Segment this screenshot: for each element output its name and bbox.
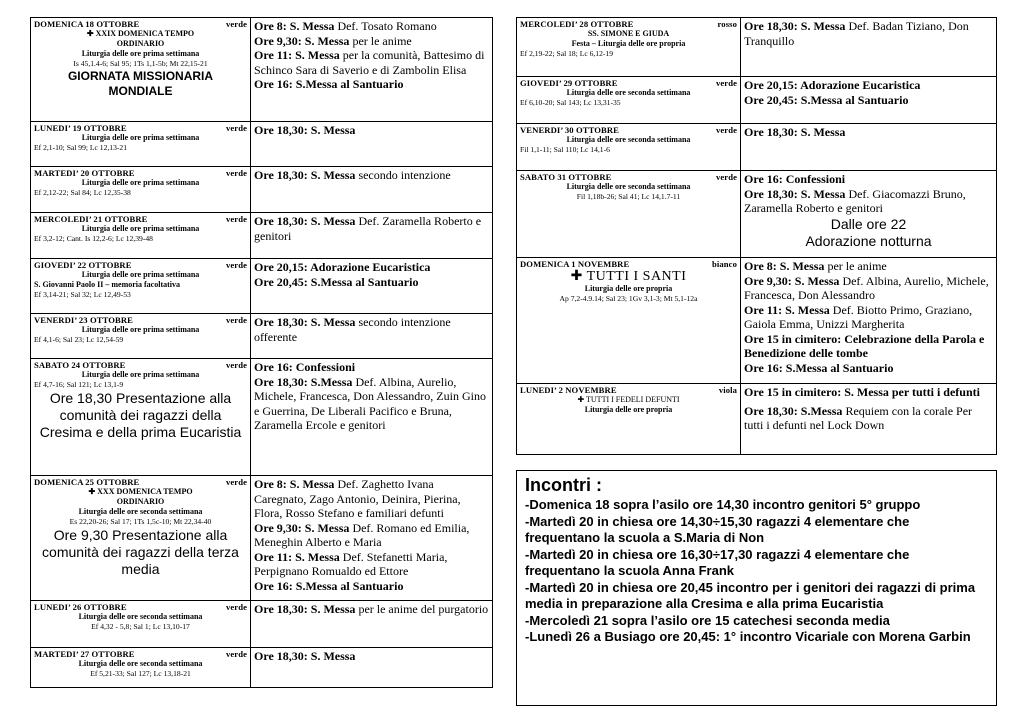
mass-entry	[254, 19, 489, 34]
mass-time: Ore 11: S. Messa	[254, 48, 340, 62]
liturgy-line: Ap 7,2-4.9.14; Sal 23; 1Gv 3,1-3; Mt 5,1-12a	[559, 294, 698, 303]
mass-entry	[254, 34, 489, 49]
day-masses-cell	[741, 18, 997, 77]
liturgy-line: Liturgia delle ore seconda settimana	[78, 507, 203, 516]
mass-entry	[254, 214, 489, 243]
mass-entry	[744, 93, 993, 108]
calendar-table-right	[516, 17, 997, 455]
mass-intention: Def. Albina, Aurelio, Michele, Francesca, Don Alessandro, Zuin Gino e Guerrina, De Liberali Pacifico e Bruna, Zaramella Ercole e genitori	[254, 374, 486, 432]
day-liturgy-cell	[31, 648, 251, 688]
day-header	[520, 172, 737, 182]
mass-entry	[744, 172, 993, 187]
day-liturgy-cell	[517, 124, 741, 171]
liturgical-color: verde	[225, 214, 247, 224]
day-masses-cell	[251, 648, 493, 688]
day-row	[31, 213, 493, 259]
mass-intention: per le anime	[824, 259, 887, 273]
liturgy-line: Ef 2,12-22; Sal 84; Lc 12,35-38	[34, 188, 131, 197]
mass-time: Ore 9,30: S. Messa	[254, 33, 350, 48]
liturgical-color: bianco	[712, 259, 737, 269]
day-header	[520, 125, 737, 135]
mass-intention: Def. Romano ed Emilia, Meneghin Alberto e Maria	[254, 520, 470, 549]
day-header	[520, 19, 737, 29]
liturgical-color: verde	[225, 602, 247, 612]
mass-entry	[254, 275, 489, 290]
mass-intention: secondo intenzione	[355, 168, 451, 182]
incontro-item: -Mercoledì 21 sopra l’asilo ore 15 catechesi seconda media	[525, 612, 890, 628]
day-header	[34, 214, 247, 224]
day-date: SABATO 31 OTTOBRE	[520, 172, 612, 182]
mass-time: Ore 16: S.Messa al Santuario	[254, 578, 404, 593]
liturgy-line: ORDINARIO	[116, 497, 165, 506]
right-calendar-column	[516, 17, 997, 455]
liturgy-line: Liturgia delle ore prima settimana	[81, 224, 200, 233]
mass-entry	[254, 550, 489, 579]
mass-entry	[254, 77, 489, 92]
mass-time: Ore 16: Confessioni	[254, 360, 356, 374]
mass-intention: Requiem con la corale Per tutti i defunti nel Lock Down	[744, 403, 973, 432]
day-date: LUNEDI’ 19 OTTOBRE	[34, 123, 127, 133]
mass-time: Ore 18,30: S. Messa	[744, 125, 846, 139]
incontro-item: -Martedì 20 in chiesa ore 16,30÷17,30 ragazzi 4 elementare che frequentano la scuola Anna Frank	[525, 546, 910, 578]
liturgy-line: MONDIALE	[108, 84, 173, 98]
day-row	[31, 314, 493, 359]
day-header	[34, 360, 247, 370]
day-masses-cell	[741, 77, 997, 124]
mass-intention: Def. Tosato Romano	[334, 19, 437, 33]
day-liturgy-cell	[31, 122, 251, 167]
mass-entry	[254, 48, 489, 77]
liturgy-line: Liturgia delle ore propria	[584, 284, 673, 293]
day-row	[517, 258, 997, 384]
day-header	[34, 649, 247, 659]
day-masses-cell	[251, 167, 493, 213]
left-calendar-column	[30, 17, 493, 688]
day-row	[517, 77, 997, 124]
mass-time: Ore 20,45: S.Messa al Santuario	[744, 92, 909, 107]
mass-time: Ore 16: S.Messa al Santuario	[254, 77, 404, 91]
day-date: LUNEDI’ 2 NOVEMBRE	[520, 385, 617, 395]
incontri-title: Incontri :	[525, 475, 602, 495]
mass-intention: per le anime	[349, 33, 412, 48]
liturgy-line: Liturgia delle ore prima settimana	[81, 370, 200, 379]
calendar-table-left	[30, 17, 493, 688]
liturgy-line: ORDINARIO	[116, 39, 165, 48]
day-header	[34, 260, 247, 270]
liturgical-color: verde	[225, 19, 247, 29]
mass-entry	[744, 404, 993, 433]
liturgical-color: verde	[225, 315, 247, 325]
mass-time: Ore 18,30: S.Messa	[744, 403, 843, 418]
liturgy-line: Liturgia delle ore seconda settimana	[566, 88, 691, 97]
mass-time: Ore 18,30: S. Messa	[254, 214, 356, 228]
liturgy-line: S. Giovanni Paolo II – memoria facoltativa	[34, 280, 180, 289]
day-date: MARTEDI’ 20 OTTOBRE	[34, 168, 135, 178]
day-masses-cell	[251, 18, 493, 122]
liturgy-line: Liturgia delle ore seconda settimana	[566, 182, 691, 191]
day-date: GIOVEDI’ 22 OTTOBRE	[34, 260, 132, 270]
day-masses-cell	[251, 314, 493, 359]
day-masses-cell	[251, 601, 493, 648]
day-date: LUNEDI’ 26 OTTOBRE	[34, 602, 127, 612]
incontro-item: -Domenica 18 sopra l’asilo ore 14,30 incontro genitori 5° gruppo	[525, 497, 921, 512]
liturgy-line: Liturgia delle ore seconda settimana	[78, 612, 203, 621]
mass-entry	[254, 168, 489, 183]
day-masses-cell	[251, 476, 493, 601]
mass-time: Ore 18,30: S. Messa	[254, 602, 356, 616]
liturgy-line: Festa – Liturgia delle ore propria	[571, 39, 686, 48]
day-masses-cell	[251, 122, 493, 167]
liturgy-line: Liturgia delle ore seconda settimana	[78, 659, 203, 668]
mass-time: Ore 20,45: S.Messa al Santuario	[254, 274, 419, 289]
liturgy-line: Ore 9,30 Presentazione alla comunità dei ragazzi della terza media	[42, 527, 239, 577]
liturgical-color: viola	[718, 385, 737, 395]
day-date: MERCOLEDI’ 21 OTTOBRE	[34, 214, 148, 224]
liturgy-line: Liturgia delle ore prima settimana	[81, 270, 200, 279]
mass-time: Ore 9,30: S. Messa	[254, 520, 350, 535]
day-masses-cell	[251, 213, 493, 259]
liturgy-line: Ef 2,1-10; Sal 99; Lc 12,13-21	[34, 143, 128, 152]
mass-intention: Def. Zaghetto Ivana Caregnato, Zago Antonio, Deinira, Pierina, Flora, Rosso Stefano e familiari defunti	[254, 477, 461, 520]
liturgical-color: verde	[225, 477, 247, 487]
mass-time: Ore 18,30: S. Messa	[744, 186, 846, 201]
day-liturgy-cell	[31, 213, 251, 259]
day-liturgy-cell	[31, 476, 251, 601]
mass-intention: Def. Giacomazzi Bruno, Zaramella Roberto e genitori	[744, 186, 966, 215]
mass-time: Ore 11: S. Messa	[254, 549, 340, 564]
day-row	[31, 18, 493, 122]
day-row	[31, 648, 493, 688]
mass-time: Ore 16: S.Messa al Santuario	[744, 360, 894, 375]
mass-intention: secondo intenzione offerente	[254, 315, 451, 344]
day-liturgy-cell	[31, 167, 251, 213]
liturgical-color: verde	[225, 260, 247, 270]
day-header	[34, 602, 247, 612]
liturgy-line: Ef 6,10-20; Sal 143; Lc 13,31-35	[520, 98, 621, 107]
liturgy-line: Ef 4,32 - 5,8; Sal 1; Lc 13,10-17	[91, 622, 190, 631]
day-masses-cell	[741, 171, 997, 258]
liturgical-color: verde	[715, 78, 737, 88]
day-header	[520, 78, 737, 88]
mass-intention: per la comunità, Battesimo di Schinco Sara di Saverio e di Zambolin Elisa	[254, 48, 485, 77]
day-row	[517, 18, 997, 77]
mass-time: Ore 18,30: S.Messa	[254, 374, 353, 389]
liturgical-color: verde	[715, 125, 737, 135]
day-liturgy-cell	[517, 171, 741, 258]
liturgy-line: Ef 3,2-12; Cant. Is 12,2-6; Lc 12,39-48	[34, 234, 153, 243]
mass-entry	[744, 187, 993, 216]
liturgical-color: rosso	[717, 19, 737, 29]
day-date: MARTEDI’ 27 OTTOBRE	[34, 649, 135, 659]
liturgy-line: Liturgia delle ore prima settimana	[81, 49, 200, 58]
day-header	[520, 385, 737, 395]
mass-entry	[254, 477, 489, 521]
day-masses-cell	[741, 258, 997, 384]
day-masses-cell	[741, 384, 997, 455]
mass-intention: Def. Albina, Aurelio, Michele, Francesca, Don Alessandro	[744, 273, 989, 302]
liturgical-color: verde	[715, 172, 737, 182]
day-date: VENERDI’ 23 OTTOBRE	[34, 315, 133, 325]
incontro-item: -Martedì 20 in chiesa ore 14,30÷15,30 ragazzi 4 elementare che frequentano la scuola a S.Maria di Non	[525, 513, 910, 545]
mass-entry	[744, 78, 993, 93]
mass-entry	[744, 259, 993, 274]
mass-time: Ore 18,30: S. Messa	[254, 315, 356, 329]
day-header	[520, 259, 737, 269]
mass-time: Ore 8: S. Messa	[744, 259, 825, 273]
day-date: DOMENICA 25 OTTOBRE	[34, 477, 140, 487]
mass-time: Ore 18,30: S. Messa	[254, 649, 356, 663]
mass-time: Ore 9,30: S. Messa	[744, 273, 840, 288]
incontro-item: -Lunedì 26 a Busiago ore 20,45: 1° incontro Vicariale con Morena Garbin	[525, 629, 971, 644]
incontri-box	[516, 470, 997, 706]
mass-entry	[254, 649, 489, 664]
liturgy-line: Ore 18,30 Presentazione alla comunità dei ragazzi della Cresima e della prima Eucaristia	[39, 390, 242, 440]
day-liturgy-cell	[517, 258, 741, 384]
liturgy-line: Ef 3,14-21; Sal 32; Lc 12,49-53	[34, 290, 131, 299]
mass-time: Ore 15 in cimitero: S. Messa per tutti i defunti	[744, 385, 980, 399]
liturgy-line: GIORNATA MISSIONARIA	[67, 69, 214, 83]
day-liturgy-cell	[517, 18, 741, 77]
liturgy-line: Fil 1,1-11; Sal 110; Lc 14,1-6	[520, 145, 610, 154]
liturgy-line: ✚ XXX DOMENICA TEMPO	[88, 487, 193, 496]
mass-time: Ore 8: S. Messa	[254, 19, 335, 33]
day-header	[34, 315, 247, 325]
mass-time: Ore 20,15: Adorazione Eucaristica	[744, 78, 921, 92]
day-header	[34, 19, 247, 29]
liturgy-line: Fil 1,18b-26; Sal 41; Lc 14,1.7-11	[576, 192, 681, 201]
mass-intention: Def. Badan Tiziano, Don Tranquillo	[744, 19, 969, 48]
day-date: SABATO 24 OTTOBRE	[34, 360, 126, 370]
mass-entry	[254, 375, 489, 433]
day-row	[31, 359, 493, 476]
liturgy-line: Ef 4,1-6; Sal 23; Lc 12,54-59	[34, 335, 124, 344]
mass-time: Ore 18,30: S. Messa	[744, 19, 846, 33]
liturgy-line: ✚ TUTTI I SANTI	[570, 269, 687, 284]
liturgy-line: ✚ XXIX DOMENICA TEMPO	[86, 29, 195, 38]
mass-entry	[254, 579, 489, 594]
mass-intention: Def. Biotto Primo, Graziano, Gaiola Emma, Unizzi Margherita	[744, 302, 973, 331]
liturgy-line: Ef 4,7-16; Sal 121; Lc 13,1-9	[34, 380, 124, 389]
mass-time: Ore 18,30: S. Messa	[254, 168, 356, 182]
day-masses-cell	[251, 359, 493, 476]
incontri-list	[525, 497, 988, 646]
day-liturgy-cell	[31, 359, 251, 476]
mass-intention: per le anime del purgatorio	[355, 602, 489, 616]
mass-time: Ore 20,15: Adorazione Eucaristica	[254, 260, 431, 274]
mass-entry	[254, 260, 489, 275]
mass-time: Ore 16: Confessioni	[744, 172, 846, 186]
day-liturgy-cell	[31, 314, 251, 359]
liturgy-line: Ef 2,19-22; Sal 18; Lc 6,12-19	[520, 49, 614, 58]
mass-time: Ore 11: S. Messa	[744, 302, 830, 317]
day-masses-cell	[741, 124, 997, 171]
day-row	[31, 601, 493, 648]
day-date: GIOVEDI’ 29 OTTOBRE	[520, 78, 618, 88]
day-date: DOMENICA 18 OTTOBRE	[34, 19, 140, 29]
liturgical-color: verde	[225, 168, 247, 178]
mass-entry	[254, 123, 489, 138]
day-liturgy-cell	[517, 384, 741, 455]
liturgy-line: Ef 5,21-33; Sal 127; Lc 13,18-21	[90, 669, 191, 678]
mass-entry	[254, 602, 489, 617]
mass-time: Ore 15 in cimitero: Celebrazione della Parola e Benedizione delle tombe	[744, 331, 985, 360]
liturgy-line: Is 45,1.4-6; Sal 95; 1Ts 1,1-5b; Mt 22,15-21	[73, 59, 208, 68]
day-row	[517, 384, 997, 455]
mass-entry	[254, 360, 489, 375]
day-liturgy-cell	[31, 259, 251, 314]
adorazione-notice: Adorazione notturna	[805, 232, 932, 249]
day-header	[34, 477, 247, 487]
mass-entry	[744, 19, 993, 48]
day-liturgy-cell	[31, 601, 251, 648]
mass-entry	[744, 274, 993, 303]
mass-entry	[744, 361, 993, 376]
liturgy-line: Liturgia delle ore propria	[584, 405, 673, 414]
day-row	[31, 259, 493, 314]
day-liturgy-cell	[31, 18, 251, 122]
day-date: VENERDI’ 30 OTTOBRE	[520, 125, 619, 135]
liturgical-color: verde	[225, 123, 247, 133]
mass-entry	[744, 332, 993, 361]
incontro-item: -Martedì 20 in chiesa ore 20,45 incontro per i genitori dei ragazzi di prima media in preparazione alla Cresima e alla prima Eucaristia	[525, 579, 976, 611]
liturgy-line: ✚ TUTTI I FEDELI DEFUNTI	[577, 395, 680, 404]
liturgy-line: Liturgia delle ore prima settimana	[81, 178, 200, 187]
mass-entry	[744, 385, 993, 400]
day-row	[31, 122, 493, 167]
day-date: DOMENICA 1 NOVEMBRE	[520, 259, 630, 269]
day-masses-cell	[251, 259, 493, 314]
mass-time: Ore 8: S. Messa	[254, 477, 335, 491]
liturgy-line: Es 22,20-26; Sal 17; 1Ts 1,5c-10; Mt 22,34-40	[69, 517, 212, 526]
day-row	[517, 124, 997, 171]
mass-entry	[254, 521, 489, 550]
mass-entry	[744, 303, 993, 332]
day-header	[34, 123, 247, 133]
mass-intention: Def. Zaramella Roberto e genitori	[254, 214, 482, 243]
mass-entry	[254, 315, 489, 344]
day-row	[31, 167, 493, 213]
mass-time: Ore 18,30: S. Messa	[254, 123, 356, 137]
adorazione-notice: Dalle ore 22	[830, 215, 907, 232]
day-liturgy-cell	[517, 77, 741, 124]
day-header	[34, 168, 247, 178]
day-row	[31, 476, 493, 601]
mass-intention: Def. Stefanetti Maria, Perpignano Romualdo ed Ettore	[254, 549, 448, 578]
liturgical-color: verde	[225, 360, 247, 370]
liturgical-color: verde	[225, 649, 247, 659]
mass-entry	[744, 125, 993, 140]
liturgy-line: SS. SIMONE E GIUDA	[587, 29, 670, 38]
liturgy-line: Liturgia delle ore prima settimana	[81, 325, 200, 334]
day-date: MERCOLEDI’ 28 OTTOBRE	[520, 19, 634, 29]
liturgy-line: Liturgia delle ore prima settimana	[81, 133, 200, 142]
day-row	[517, 171, 997, 258]
liturgy-line: Liturgia delle ore seconda settimana	[566, 135, 691, 144]
